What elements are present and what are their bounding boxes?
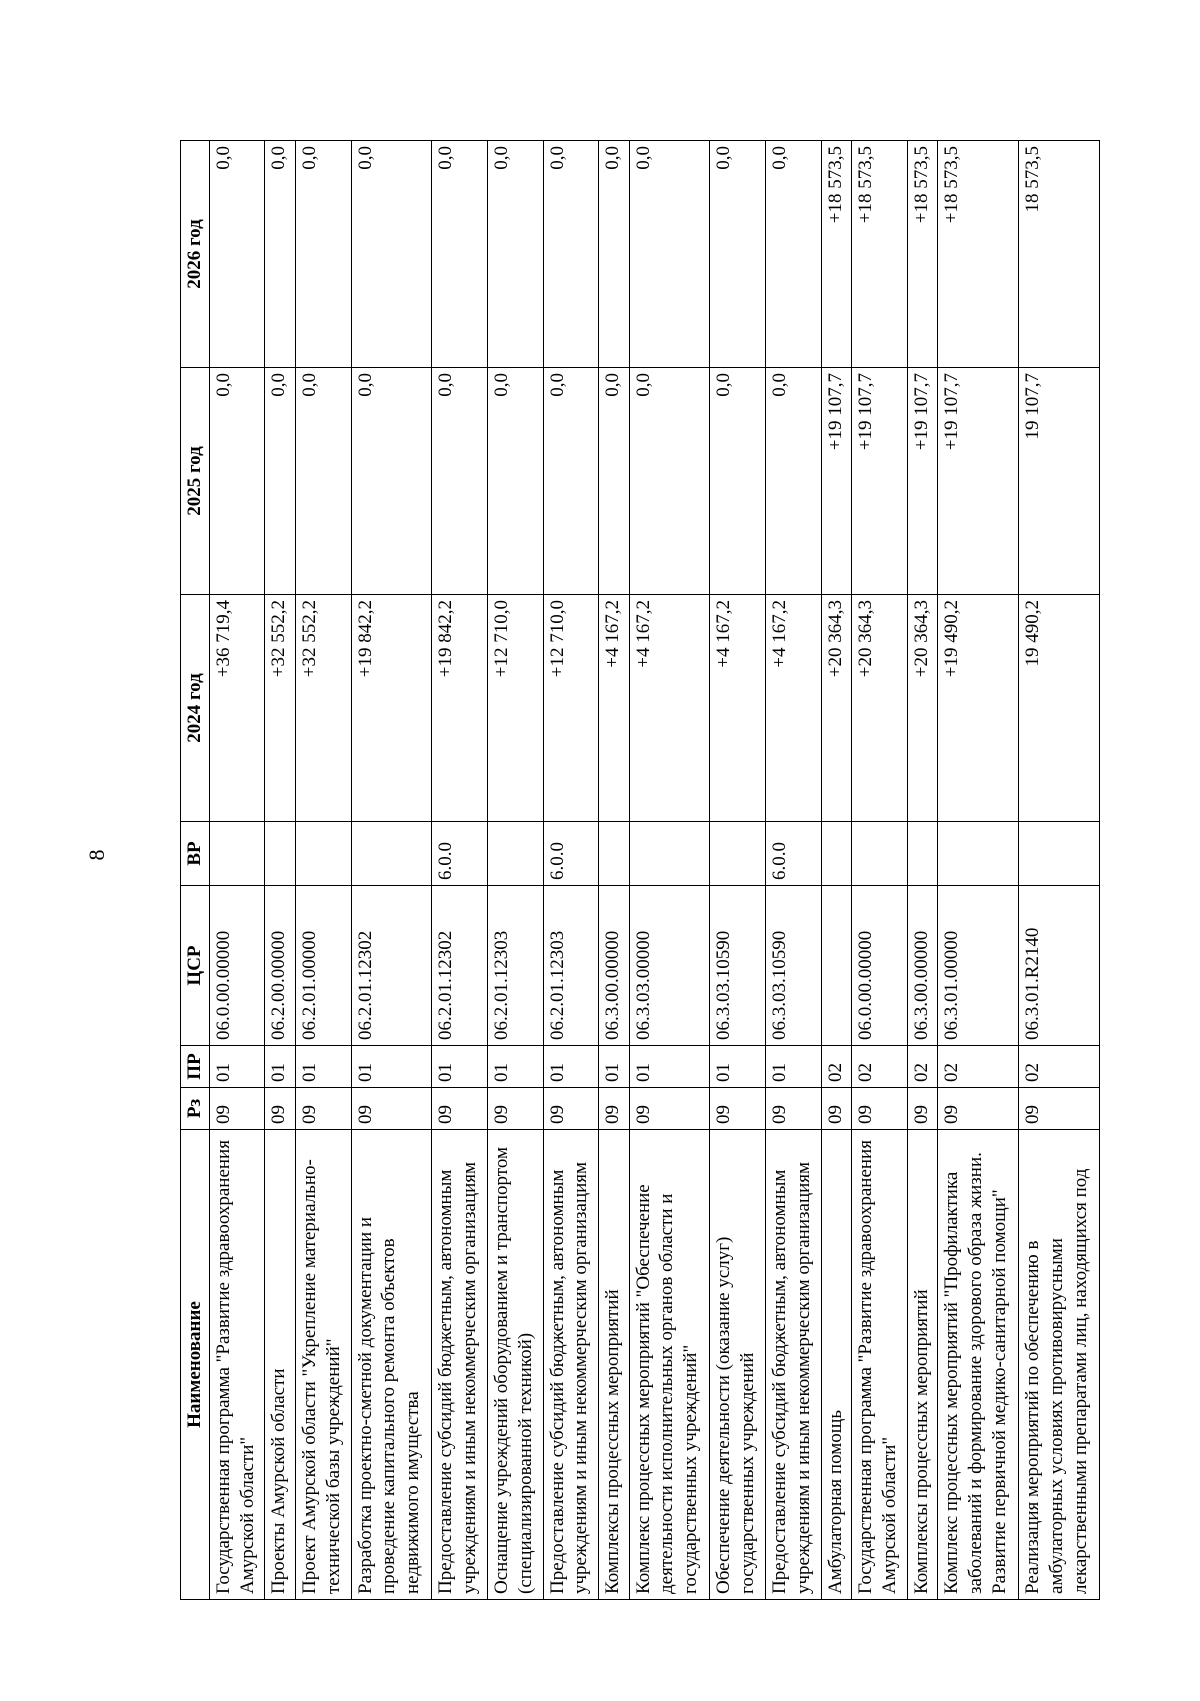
cell-csr: 06.3.03.10590	[766, 886, 822, 1046]
cell-csr: 06.2.01.00000	[295, 886, 351, 1046]
cell-csr: 06.2.01.12303	[543, 886, 599, 1046]
cell-y2025: 0,0	[487, 368, 543, 595]
cell-y2026: 0,0	[265, 141, 295, 368]
cell-y2026: 0,0	[295, 141, 351, 368]
cell-y2025: 0,0	[710, 368, 766, 595]
cell-vr	[487, 822, 543, 886]
cell-name: Оснащение учреждений оборудованием и транспортом (специализированной техникой)	[487, 1130, 543, 1600]
table-header-row	[181, 141, 210, 1600]
header-2026: 2026 год	[181, 141, 210, 368]
cell-y2026: 0,0	[351, 141, 432, 368]
cell-pr: 01	[432, 1046, 488, 1088]
cell-name: Предоставление субсидий бюджетным, автономным учреждениям и иным некоммерческим организациям	[766, 1130, 822, 1600]
cell-y2025: 0,0	[351, 368, 432, 595]
cell-name: Разработка проектно-сметной документации и проведение капитального ремонта объектов недвижимого имущества	[351, 1130, 432, 1600]
cell-vr	[852, 822, 908, 886]
cell-y2026: +18 573,5	[852, 141, 908, 368]
header-pr: ПР	[181, 1046, 210, 1088]
cell-vr	[209, 822, 265, 886]
cell-y2025: 0,0	[766, 368, 822, 595]
cell-vr: 6.0.0	[432, 822, 488, 886]
cell-vr	[629, 822, 710, 886]
cell-pr: 01	[543, 1046, 599, 1088]
cell-name: Проекты Амурской области	[265, 1130, 295, 1600]
cell-rz: 09	[487, 1088, 543, 1130]
cell-rz: 09	[209, 1088, 265, 1130]
cell-rz: 09	[351, 1088, 432, 1130]
table-body	[209, 141, 1099, 1600]
cell-y2025: 0,0	[295, 368, 351, 595]
table-row	[852, 141, 908, 1600]
table-row	[938, 141, 1019, 1600]
cell-pr: 01	[766, 1046, 822, 1088]
cell-y2025: 0,0	[209, 368, 265, 595]
cell-pr: 02	[907, 1046, 937, 1088]
cell-pr: 02	[1019, 1046, 1100, 1088]
cell-name: Реализация мероприятий по обеспечению в амбулаторных условиях противовирусными лекарственными препаратами лиц, находящихся под	[1019, 1130, 1100, 1600]
cell-csr: 06.3.00.00000	[599, 886, 629, 1046]
cell-pr: 01	[295, 1046, 351, 1088]
cell-y2024: +4 167,2	[710, 595, 766, 822]
cell-rz: 09	[852, 1088, 908, 1130]
header-csr: ЦСР	[181, 886, 210, 1046]
cell-csr: 06.2.01.12302	[351, 886, 432, 1046]
cell-y2024: +4 167,2	[766, 595, 822, 822]
cell-rz: 09	[710, 1088, 766, 1130]
table-row	[629, 141, 710, 1600]
cell-y2024: +20 364,3	[852, 595, 908, 822]
cell-rz: 09	[295, 1088, 351, 1130]
cell-y2025: 0,0	[629, 368, 710, 595]
cell-y2025: 0,0	[599, 368, 629, 595]
cell-csr: 06.3.01.00000	[938, 886, 1019, 1046]
cell-rz: 09	[432, 1088, 488, 1130]
cell-name: Амбулаторная помощь	[821, 1130, 851, 1600]
cell-pr: 01	[265, 1046, 295, 1088]
cell-y2024: +19 842,2	[432, 595, 488, 822]
cell-y2024: +19 842,2	[351, 595, 432, 822]
cell-vr	[938, 822, 1019, 886]
cell-y2026: 18 573,5	[1019, 141, 1100, 368]
cell-vr: 6.0.0	[543, 822, 599, 886]
cell-vr	[351, 822, 432, 886]
cell-y2026: 0,0	[766, 141, 822, 368]
cell-y2024: +36 719,4	[209, 595, 265, 822]
header-rz: Рз	[181, 1088, 210, 1130]
cell-y2026: 0,0	[209, 141, 265, 368]
cell-y2025: 0,0	[265, 368, 295, 595]
cell-pr: 01	[599, 1046, 629, 1088]
cell-pr: 01	[710, 1046, 766, 1088]
cell-pr: 01	[629, 1046, 710, 1088]
cell-name: Предоставление субсидий бюджетным, автономным учреждениям и иным некоммерческим организациям	[543, 1130, 599, 1600]
table-row	[295, 141, 351, 1600]
table-row	[487, 141, 543, 1600]
cell-csr: 06.0.00.00000	[209, 886, 265, 1046]
cell-name: Обеспечение деятельности (оказание услуг) государственных учреждений	[710, 1130, 766, 1600]
cell-y2024: +20 364,3	[821, 595, 851, 822]
cell-vr	[907, 822, 937, 886]
cell-csr: 06.0.00.00000	[852, 886, 908, 1046]
table-row	[599, 141, 629, 1600]
cell-vr	[265, 822, 295, 886]
cell-y2025: +19 107,7	[907, 368, 937, 595]
cell-vr: 6.0.0	[766, 822, 822, 886]
cell-csr: 06.3.03.10590	[710, 886, 766, 1046]
cell-vr	[295, 822, 351, 886]
cell-y2025: 0,0	[432, 368, 488, 595]
table-row	[351, 141, 432, 1600]
cell-name: Комплексы процессных мероприятий	[599, 1130, 629, 1600]
cell-csr: 06.3.01.R2140	[1019, 886, 1100, 1046]
cell-y2026: +18 573,5	[907, 141, 937, 368]
cell-csr: 06.2.01.12302	[432, 886, 488, 1046]
cell-y2024: +12 710,0	[543, 595, 599, 822]
cell-rz: 09	[821, 1088, 851, 1130]
cell-y2025: 0,0	[543, 368, 599, 595]
cell-y2026: +18 573,5	[938, 141, 1019, 368]
cell-name: Комплексы процессных мероприятий	[907, 1130, 937, 1600]
cell-name: Проект Амурской области "Укрепление материально-технической базы учреждений"	[295, 1130, 351, 1600]
cell-y2026: +18 573,5	[821, 141, 851, 368]
cell-y2025: +19 107,7	[821, 368, 851, 595]
cell-rz: 09	[543, 1088, 599, 1130]
table-row	[265, 141, 295, 1600]
table-row	[432, 141, 488, 1600]
budget-table	[180, 140, 1100, 1600]
cell-y2025: +19 107,7	[938, 368, 1019, 595]
cell-vr	[710, 822, 766, 886]
cell-rz: 09	[629, 1088, 710, 1130]
table-row	[766, 141, 822, 1600]
cell-rz: 09	[599, 1088, 629, 1130]
cell-csr: 06.3.03.00000	[629, 886, 710, 1046]
cell-y2026: 0,0	[710, 141, 766, 368]
cell-y2026: 0,0	[599, 141, 629, 368]
cell-rz: 09	[265, 1088, 295, 1130]
cell-csr: 06.3.00.00000	[907, 886, 937, 1046]
cell-y2025: 19 107,7	[1019, 368, 1100, 595]
cell-pr: 02	[938, 1046, 1019, 1088]
cell-pr: 01	[487, 1046, 543, 1088]
budget-table-rotated	[180, 140, 1100, 1600]
cell-y2024: +12 710,0	[487, 595, 543, 822]
cell-name: Государственная программа "Развитие здравоохранения Амурской области"	[852, 1130, 908, 1600]
table-row	[543, 141, 599, 1600]
cell-vr	[599, 822, 629, 886]
cell-y2024: +4 167,2	[629, 595, 710, 822]
header-name: Наименование	[181, 1130, 210, 1600]
cell-y2026: 0,0	[432, 141, 488, 368]
cell-y2024: +32 552,2	[295, 595, 351, 822]
cell-y2024: +20 364,3	[907, 595, 937, 822]
cell-csr	[821, 886, 851, 1046]
cell-pr: 01	[351, 1046, 432, 1088]
cell-vr	[1019, 822, 1100, 886]
cell-rz: 09	[766, 1088, 822, 1130]
cell-rz: 09	[1019, 1088, 1100, 1130]
header-vr: ВР	[181, 822, 210, 886]
cell-y2026: 0,0	[543, 141, 599, 368]
cell-name: Комплекс процессных мероприятий "Обеспечение деятельности исполнительных органов области и государственных учреждений"	[629, 1130, 710, 1600]
cell-name: Государственная программа "Развитие здравоохранения Амурской области"	[209, 1130, 265, 1600]
cell-y2026: 0,0	[629, 141, 710, 368]
table-row	[907, 141, 937, 1600]
table-row	[1019, 141, 1100, 1600]
table-row	[209, 141, 265, 1600]
cell-csr: 06.2.00.00000	[265, 886, 295, 1046]
cell-name: Комплекс процессных мероприятий "Профилактика заболеваний и формирование здорового образа жизни. Развитие первичной медико-санитарной помощи"	[938, 1130, 1019, 1600]
cell-rz: 09	[907, 1088, 937, 1130]
cell-pr: 01	[209, 1046, 265, 1088]
cell-y2024: 19 490,2	[1019, 595, 1100, 822]
cell-pr: 02	[821, 1046, 851, 1088]
cell-pr: 02	[852, 1046, 908, 1088]
header-2025: 2025 год	[181, 368, 210, 595]
page-number: 8	[84, 849, 109, 861]
cell-csr: 06.2.01.12303	[487, 886, 543, 1046]
header-2024: 2024 год	[181, 595, 210, 822]
cell-rz: 09	[938, 1088, 1019, 1130]
cell-y2024: +19 490,2	[938, 595, 1019, 822]
cell-y2026: 0,0	[487, 141, 543, 368]
table-row	[710, 141, 766, 1600]
cell-y2025: +19 107,7	[852, 368, 908, 595]
table-row	[821, 141, 851, 1600]
cell-name: Предоставление субсидий бюджетным, автономным учреждениям и иным некоммерческим организациям	[432, 1130, 488, 1600]
cell-y2024: +4 167,2	[599, 595, 629, 822]
cell-vr	[821, 822, 851, 886]
cell-y2024: +32 552,2	[265, 595, 295, 822]
